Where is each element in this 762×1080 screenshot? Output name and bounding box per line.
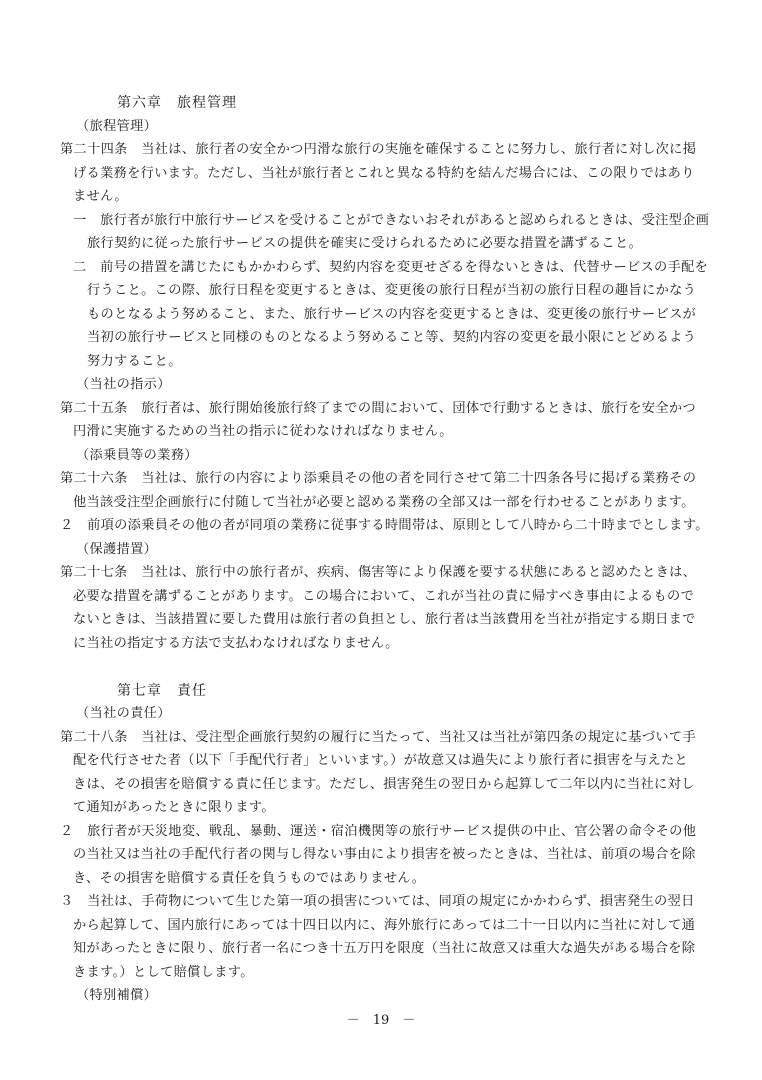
article-27-line-1: 第二十七条 当社は、旅行中の旅行者が、疾病、傷害等により保護を要する状態にあると認めたときは、 xyxy=(60,565,697,580)
article-28-para-2-line-2: の当社又は当社の手配代行者の関与し得ない事由により損害を被ったときは、当社は、前項の場合を除 xyxy=(73,847,696,862)
page-number: － 19 － xyxy=(346,1013,416,1028)
section-caption-protection: （保護措置） xyxy=(76,542,158,557)
article-24-item-1-line-1: 一 旅行者が旅行中旅行サービスを受けることができないおそれがあると認められるときは、受注型企画 xyxy=(73,213,710,228)
article-27-line-2: 必要な措置を講ずることがあります。この場合において、これが当社の責に帰すべき事由によるもので xyxy=(73,589,695,604)
article-24-line-1: 第二十四条 当社は、旅行者の安全かつ円滑な旅行の実施を確保することに努力し、旅行者に対し次に掲 xyxy=(60,142,697,157)
article-25-line-1: 第二十五条 旅行者は、旅行開始後旅行終了までの間において、団体で行動するときは、旅行を安全かつ xyxy=(60,401,696,416)
article-27-line-4: に当社の指定する方法で支払わなければなりません。 xyxy=(73,636,399,651)
chapter-6-heading: 第六章 旅程管理 xyxy=(117,95,237,111)
article-28-line-2: 配を代行させた者（以下「手配代行者」といいます。）が故意又は過失により旅行者に損害を与えたと xyxy=(73,753,689,768)
section-caption-instructions: （当社の指示） xyxy=(76,377,171,392)
article-24-item-2-line-2: 行うこと。この際、旅行日程を変更するときは、変更後の旅行日程が当初の旅行日程の趣旨にかなう xyxy=(87,283,697,298)
article-28-para-3-line-2: から起算して、国内旅行にあっては十四日以内に、海外旅行にあっては二十一日以内に当社に対して通 xyxy=(73,918,696,933)
article-27-line-3: ないときは、当該措置に要した費用は旅行者の負担とし、旅行者は当該費用を当社が指定する期日まで xyxy=(73,612,696,627)
article-26-line-1: 第二十六条 当社は、旅行の内容により添乗員その他の者を同行させて第二十四条各号に掲げる業務その xyxy=(60,471,697,486)
article-26-para-2: ２ 前項の添乗員その他の者が同項の業務に従事する時間帯は、原則として八時から二十時までとします。 xyxy=(60,518,709,533)
article-24-line-2: げる業務を行います。ただし、当社が旅行者とこれと異なる特約を結んだ場合には、この限りではあり xyxy=(73,166,695,181)
article-24-item-2-line-5: 努力すること。 xyxy=(87,354,182,369)
article-24-item-2-line-1: 二 前号の措置を講じたにもかかわらず、契約内容を変更せざるを得ないときは、代替サービスの手配を xyxy=(73,260,709,275)
article-28-line-3: きは、その損害を賠償する責に任じます。ただし、損害発生の翌日から起算して二年以内に当社に対し xyxy=(73,777,695,792)
section-caption-tour-conductor: （添乗員等の業務） xyxy=(76,448,198,463)
article-24-item-1-line-2: 旅行契約に従った旅行サービスの提供を確実に受けられるために必要な措置を講ずること。 xyxy=(87,236,643,251)
article-28-line-4: て通知があったときに限ります。 xyxy=(73,800,275,815)
section-caption-special-compensation: （特別補償） xyxy=(76,988,158,1003)
article-25-line-2: 円滑に実施するための当社の指示に従わなければなりません。 xyxy=(73,424,453,439)
article-24-item-2-line-4: 当初の旅行サービスと同様のものとなるよう努めること等、契約内容の変更を最小限にとどめるよう xyxy=(87,330,697,345)
article-28-line-1: 第二十八条 当社は、受注型企画旅行契約の履行に当たって、当社又は当社が第四条の規定に基づいて手 xyxy=(60,730,696,745)
article-24-line-3: ません。 xyxy=(73,189,128,204)
section-caption-liability: （当社の責任） xyxy=(76,706,171,721)
article-28-para-3-line-4: きます。）として賠償します。 xyxy=(73,965,254,980)
article-28-para-2-line-1: ２ 旅行者が天災地変、戦乱、暴動、運送・宿泊機関等の旅行サービス提供の中止、官公署の命令その他 xyxy=(60,824,697,839)
chapter-7-heading: 第七章 責任 xyxy=(117,683,207,699)
article-28-para-2-line-3: き、その損害を賠償する責任を負うものではありません。 xyxy=(73,871,426,886)
article-28-para-3-line-1: ３ 当社は、手荷物について生じた第一項の損害については、同項の規定にかかわらず、損害発生の翌日 xyxy=(60,894,695,909)
section-caption-itinerary: （旅程管理） xyxy=(76,119,158,134)
article-26-line-2: 他当該受注型企画旅行に付随して当社が必要と認める業務の全部又は一部を行わせることがあります。 xyxy=(73,495,695,510)
article-28-para-3-line-3: 知があったときに限り、旅行者一名につき十五万円を限度（当社に故意又は重大な過失がある場合を除 xyxy=(73,941,696,956)
article-24-item-2-line-3: ものとなるよう努めること、また、旅行サービスの内容を変更するときは、変更後の旅行サービスが xyxy=(87,307,697,322)
